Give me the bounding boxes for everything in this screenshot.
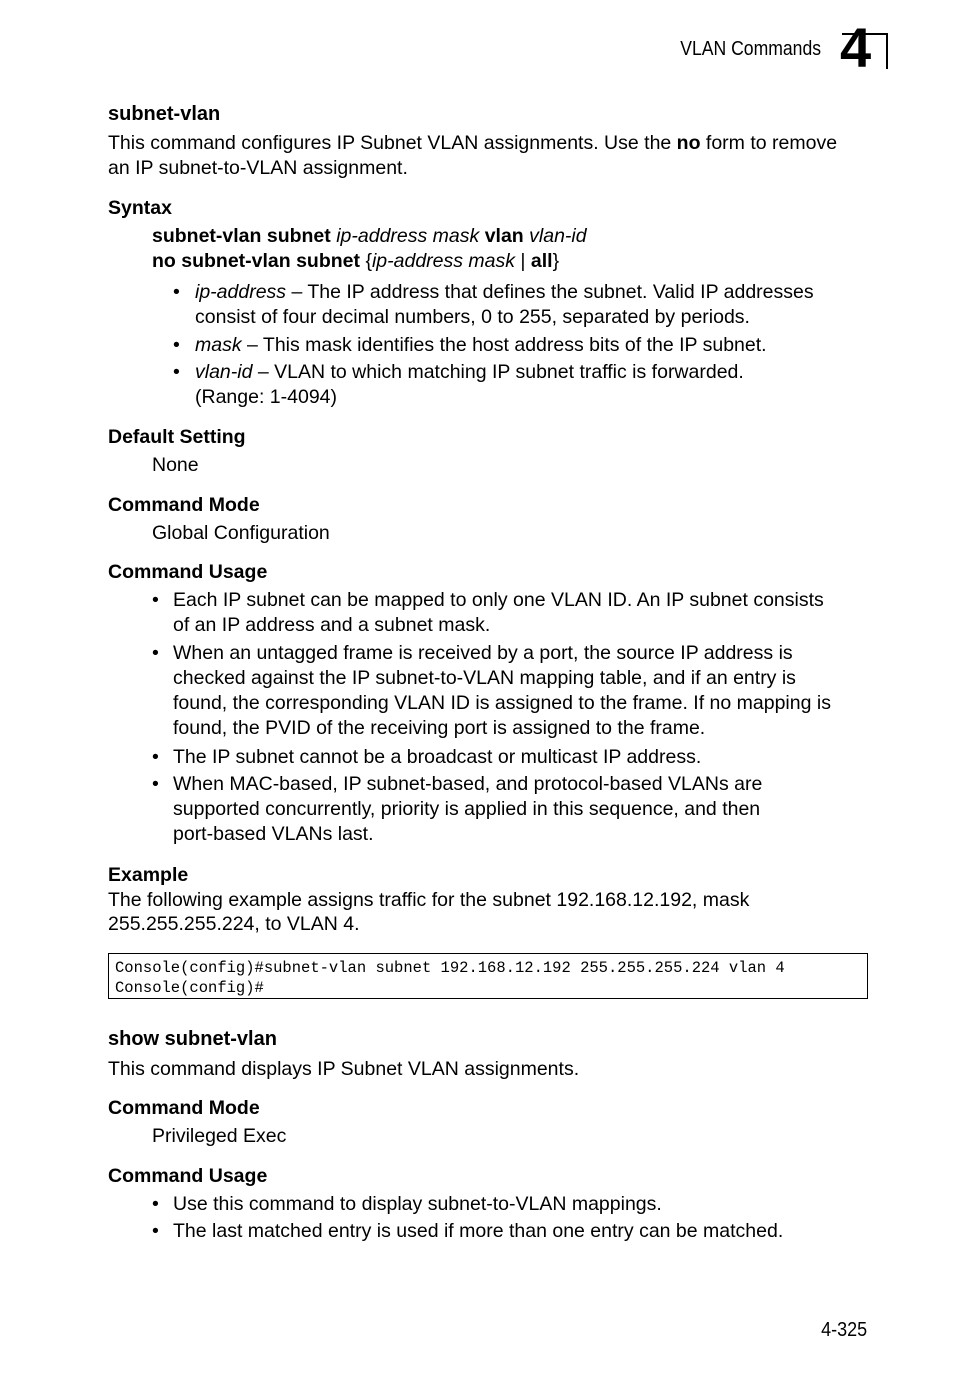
command-heading-subnet-vlan: subnet-vlan (108, 103, 221, 125)
example-heading: Example (108, 864, 189, 886)
usage-item: Use this command to display subnet-to-VLAN mappings. (173, 1193, 662, 1215)
bullet-icon: • (152, 746, 159, 768)
code-example-box (108, 953, 868, 999)
example-description: The following example assigns traffic for the subnet 192.168.12.192, mask (108, 889, 750, 911)
param-mask: mask – This mask identifies the host address bits of the IP subnet. (195, 334, 767, 356)
bullet-icon: • (152, 773, 159, 795)
chapter-number: 4 (840, 16, 872, 79)
code-line: Console(config)# (115, 978, 264, 997)
command-mode-heading: Command Mode (108, 494, 260, 516)
default-setting-value: None (152, 454, 199, 476)
usage-item: The IP subnet cannot be a broadcast or multicast IP address. (173, 746, 702, 768)
usage-item: Each IP subnet can be mapped to only one VLAN ID. An IP subnet consists of an IP address and a subnet mask. (173, 589, 824, 636)
bullet-icon: • (152, 1220, 159, 1242)
bullet-icon: • (173, 361, 180, 383)
page-number: 4-325 (820, 1319, 867, 1341)
usage-item: When MAC-based, IP subnet-based, and protocol-based VLANs are supported concurrently, priority is applied in this sequence, and then port-based VLANs last. (173, 773, 763, 845)
command-heading-show-subnet-vlan: show subnet-vlan (108, 1028, 277, 1050)
command-mode-heading: Command Mode (108, 1097, 260, 1119)
command-description-line2: an IP subnet-to-VLAN assignment. (108, 157, 408, 179)
default-setting-heading: Default Setting (108, 426, 246, 448)
command-mode-value: Global Configuration (152, 522, 330, 544)
command-description: This command configures IP Subnet VLAN assignments. Use the no form to remove (108, 132, 838, 154)
bullet-icon: • (152, 1193, 159, 1215)
command-usage-heading: Command Usage (108, 1165, 268, 1187)
command-description: This command displays IP Subnet VLAN assignments. (108, 1058, 580, 1080)
param-ip-address: ip-address – The IP address that defines the subnet. Valid IP addresses consist of four decimal numbers, 0 to 255, separated by periods. (195, 281, 814, 328)
usage-item: When an untagged frame is received by a port, the source IP address is checked against the IP subnet-to-VLAN mapping table, and if an entry is found, the corresponding VLAN ID is assigned to the frame. If no mapping is found, the PVID of the receiving port is assigned to the frame. (173, 642, 831, 739)
bullet-icon: • (173, 281, 180, 303)
param-vlan-id: vlan-id – VLAN to which matching IP subnet traffic is forwarded. (Range: 1-4094) (195, 361, 744, 408)
syntax-line-1: subnet-vlan subnet ip-address mask vlan vlan-id (152, 225, 587, 247)
bullet-icon: • (152, 589, 159, 611)
command-usage-heading: Command Usage (108, 561, 268, 583)
syntax-line-2: no subnet-vlan subnet {ip-address mask | all} (152, 250, 560, 272)
usage-item: The last matched entry is used if more than one entry can be matched. (173, 1220, 784, 1242)
running-header-title: VLAN Commands (680, 38, 821, 60)
syntax-heading: Syntax (108, 197, 172, 219)
code-line: Console(config)#subnet-vlan subnet 192.168.12.192 255.255.255.224 vlan 4 (115, 959, 785, 977)
command-mode-value: Privileged Exec (152, 1125, 287, 1147)
example-description-line2: 255.255.255.224, to VLAN 4. (108, 913, 360, 935)
bullet-icon: • (173, 334, 180, 356)
bullet-icon: • (152, 642, 159, 664)
